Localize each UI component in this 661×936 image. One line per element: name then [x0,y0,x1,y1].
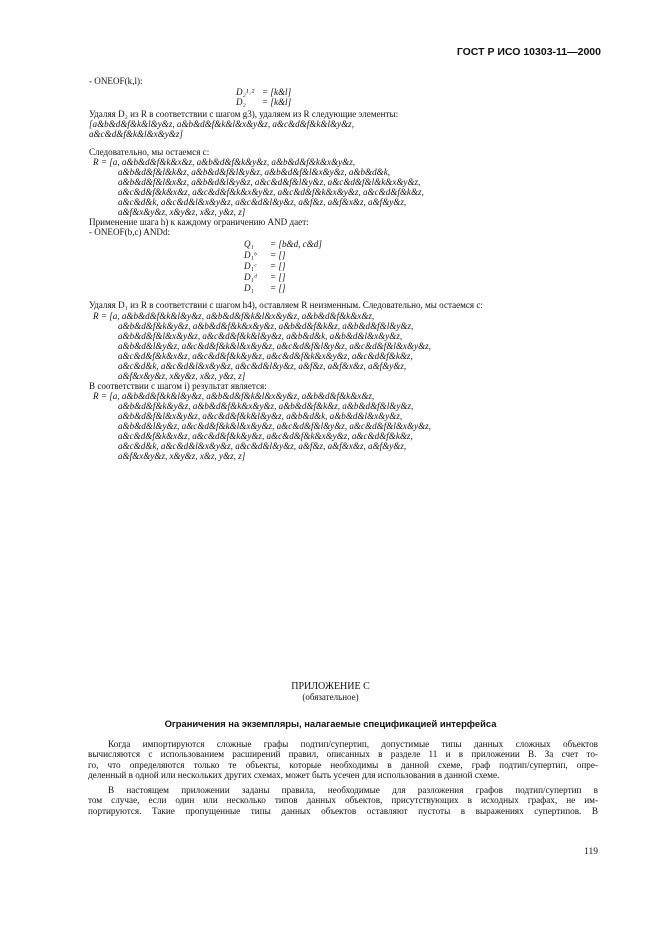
equation-row [244,272,286,282]
paragraph-line: Когда импортируются сложные графы подтип/супертип, допустимые типы данных сложных объектов [108,739,598,749]
paragraph-line: том случае, если один или несколько типов данных объектов, присутствующих в исходных графах, не им- [88,795,598,806]
formula-line: a&c&d&k, a&c&d&l&x&y&z, a&c&d&l&y&z, a&f&z, a&f&x&z, a&f&y&z, [118,361,407,371]
formula-line: a&c&d&f&k&l&x&y&z] [89,129,183,139]
equation-rhs: = [b&d, c&d] [270,239,322,249]
formula-line: a&c&d&k, a&c&d&l&x&y&z, a&c&d&l&y&z, a&f&z, a&f&x&z, a&f&y&z, [118,441,407,451]
equation-rhs: = [k&l] [262,87,292,97]
formula-line: R = [a, a&b&d&f&k&l&y&z, a&b&d&f&k&l&x&y&z, a&b&d&f&k&x&z, [93,391,375,401]
equation-row [244,239,322,249]
formula-line: a&c&d&f&k&x&z, a&c&d&f&k&x&y&z, a&c&d&f&k&x&y&z, a&c&d&f&k&z, [118,187,424,197]
appendix-title: Ограничения на экземпляры, налагаемые спецификацией интерфейса [164,718,497,729]
equation-lhs: D₁ᵈ [244,272,257,282]
formula-line: a&b&d&f&l&x&z, a&b&d&l&y&z, a&c&d&f&l&y&z, a&c&d&f&l&k&x&y&z, [118,177,421,187]
formula-line: a&b&d&f&k&y&z, a&b&d&f&k&x&y&z, a&b&d&f&k&z, a&b&d&f&l&y&z, [118,401,414,411]
appendix-status: (обязательное) [302,692,359,702]
formula-line: a&b&d&f&k&y&z, a&b&d&f&k&x&y&z, a&b&d&f&k&z, a&b&d&f&l&y&z, [118,321,414,331]
formula-line: a&f&x&y&z, x&y&z, x&z, y&z, z] [118,371,246,381]
text-line: - ONEOF(b,c) ANDd: [89,227,171,237]
equation-lhs: D₁ᵇ [244,250,257,260]
formula-line: [a&b&d&f&k&l&y&z, a&b&d&f&k&l&x&y&z, a&c&d&f&k&l&y&z, [89,119,354,129]
equation-row [244,261,286,271]
equation-lhs: D₁ᶜ [244,261,257,271]
equation-rhs: = [] [270,272,286,282]
text-line: Удаляя D₁ из R в соответствии с шагом h4), оставляем R неизменным. Следовательно, мы остаемся с: [89,300,483,310]
formula-line: R = [a, a&b&d&f&k&x&z, a&b&d&f&k&y&z, a&b&d&f&k&x&y&z, [93,157,356,167]
paragraph-line: деленный в одной или нескольких других схемах, может быть усечен для использования в данной схеме. [88,769,500,780]
equation-row [236,87,291,97]
equation-lhs: D₂¹˒² [236,87,255,97]
formula-line: a&b&d&f&l&x&y&z, a&c&d&f&k&l&y&z, a&b&d&k, a&b&d&l&x&y&z, [118,331,403,341]
page-number: 119 [584,847,598,857]
equation-lhs: Q₁ [244,239,254,249]
equation-lhs: D₂ [236,97,246,107]
text-line: Следовательно, мы остаемся с: [89,147,210,157]
paragraph [88,739,598,780]
paragraph-line: вычисляются с использованием расширений правил, описанных в разделе 11 и в приложении В. За счет то- [88,749,598,760]
paragraph-line: го, что определяются только те объекты, которые необходимы в данной схеме, граф подтип/супертип, опре- [88,759,598,770]
text-line: Удаляя D₂ из R в соответствии с шагом g3), удаляем из R следующие элементы: [89,109,399,119]
formula-line: a&c&d&f&k&x&z, a&c&d&f&k&y&z, a&c&d&f&k&x&y&z, a&c&d&f&k&z, [118,431,413,441]
formula-line: a&f&x&y&z, x&y&z, x&z, y&z, z] [118,451,246,461]
formula-line: a&c&d&f&k&x&z, a&c&d&f&k&y&z, a&c&d&f&k&x&y&z, a&c&d&f&k&z, [118,351,413,361]
page-header: ГОСТ Р ИСО 10303-11—2000 [456,46,601,58]
text-line: Применение шага h) к каждому ограничению AND дает: [89,217,309,227]
formula-line: a&b&d&l&y&z, a&c&d&f&k&l&x&y&z, a&c&d&f&l&y&z, a&c&d&f&l&x&y&z, [118,341,431,351]
equation-row [244,283,286,293]
formula-line: R = [a, a&b&d&f&k&l&y&z, a&b&d&f&k&l&x&y&z, a&b&d&f&k&x&z, [93,311,375,321]
equation-row [236,97,291,107]
paragraph-line: портируются. Такие пропущенные типы данных объектов оставляют пустоты в выражениях супертипов. В [88,805,598,816]
equation-rhs: = [] [270,283,286,293]
equation-rhs: = [k&l] [262,97,292,107]
formula-line: a&f&x&y&z, x&y&z, x&z, y&z, z] [118,207,246,217]
equation-row [244,250,286,260]
formula-line: a&b&d&f&l&k&z, a&b&d&f&l&y&z, a&b&d&f&l&x&y&z, a&b&d&k, [118,167,391,177]
paragraph-line: В настоящем приложении заданы правила, необходимые для разложения графов подтип/супертип в [108,785,598,795]
formula-line: a&b&d&l&y&z, a&c&d&f&k&l&x&y&z, a&c&d&f&l&y&z, a&c&d&f&l&x&y&z, [118,421,431,431]
formula-line: a&c&d&k, a&c&d&l&x&y&z, a&c&d&l&y&z, a&f&z, a&f&x&z, a&f&y&z, [118,197,407,207]
text-line: - ONEOF(k,l): [89,76,143,86]
appendix-label: ПРИЛОЖЕНИЕ С [291,681,370,692]
paragraph [88,785,598,816]
equation-rhs: = [] [270,261,286,271]
text-line: В соответствии с шагом i) результат является: [89,381,267,391]
equation-rhs: = [] [270,250,286,260]
formula-line: a&b&d&f&l&x&y&z, a&c&d&f&k&l&y&z, a&b&d&k, a&b&d&l&x&y&z, [118,411,403,421]
equation-lhs: D₁ [244,283,254,293]
